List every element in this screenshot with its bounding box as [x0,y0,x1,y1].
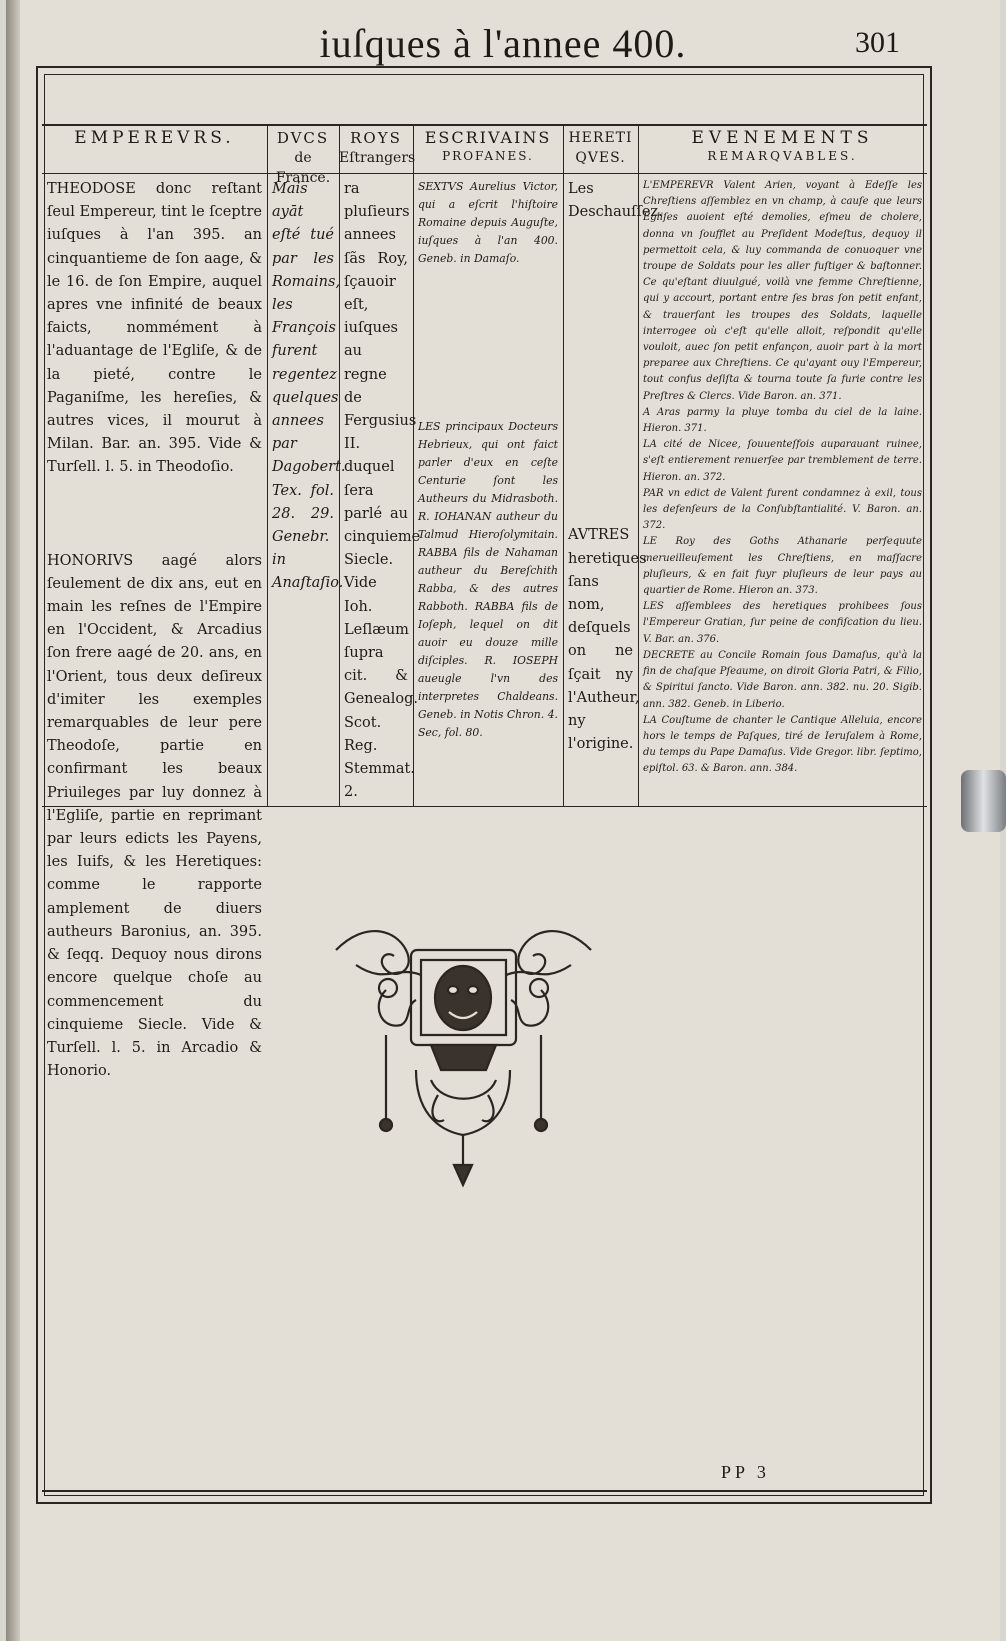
page-number: 301 [855,26,900,59]
column-body [563,174,663,760]
column-title: ESCRIVAINS [424,128,552,147]
paragraph: HONORIVS aagé alors ſeulement de dix ans, eut en main les reſnes de l'Empire en l'Occident, & Arcadius ſon frere aagé de 20. ans, en l'Orient, tous deux deſireux d'imiter les exemples remarquables de leur pere Theodoſe, partie en confirmant les beaux Priuileges par luy donnez à l'Egliſe, partie en reprimant par leurs edicts les Payens, les Iuifs, & les Heretiques: comme le rapporte amplement de diuers autheurs Baronius, an. 395. & ſeqq. Dequoy nous dirons encore quelque choſe au commencement du cinquieme Siecle. Vide & Turſell. l. 5. in Arcadio & Honorio. [47,552,262,1080]
printers-ornament [326,920,601,1190]
running-title: iuſques à l'annee 400. [319,21,687,66]
column-subtitle: REMARQVABLES. [707,149,858,163]
column-events [638,126,927,806]
column-subtitle: PROFANES. [442,149,534,163]
column-subtitle: de France. [275,150,331,186]
paragraph: L'EMPEREVR Valent Arien, voyant à Edeſſe les Chreſtiens aſſemblez en vn champ, à cauſe que leurs Egliſes auoient eſté demolies, eſmeu de cholere, donna vn ſoufflet au Preſident Modeſtus, dequoy il permettoit cela, & luy commanda de conuoquer vne troupe de Soldats pour les aller fuſtiger & baſtonner. Ce qu'eſtant diuulgué, voilà vne femme Chreſtienne, qui y accourt, portant entre ſes bras ſon petit enfant, & trauerſant les troupes des Soldats, laquelle interrogee où c'eſt qu'elle alloit, reſpondit qu'elle vouloit, auec ſon petit enfançon, auoir part à la mort preparee aux Chreſtiens. Ce qu'ayant ouy l'Empereur, tout confus deſiſta & tourna toute ſa furie contre les Preſtres & Clercs. Vide Baron. an. 371. [643,180,922,402]
column-header [267,126,339,186]
column-body [413,174,563,746]
paragraph: A Aras parmy la pluye tomba du ciel de la laine. Hieron. 371. [643,406,922,435]
column-dukes [267,126,346,806]
paragraph: Les Deschauſſez. [568,181,663,221]
column-subtitle: Eſtrangers [339,150,416,166]
table-bottom-rule [42,806,927,807]
paragraph: LES aſſemblees des heretiques prohibees ſous l'Empereur Gratian, ſur peine de confiſcation du lieu. V. Bar. an. 376. [643,601,922,645]
footer-rule [42,1490,927,1492]
paragraph: DECRETE au Concile Romain ſous Damaſus, qu'à la fin de chaſque Pſeaume, on diroit Gloria Patri, & Filio, & Spiritui ſancto. Vide Baron. ann. 382. nu. 20. Sigib. ann. 382. Geneb. in Liberio. [643,649,922,710]
signature-mark: PP 3 [721,1462,770,1482]
column-body [42,174,267,1087]
column-kings [339,126,421,806]
column-title: HERETIQVES. [568,130,633,166]
paragraph: THEODOSE donc reſtant ſeul Empereur, tint le ſceptre iuſques à l'an 395. an cinquantieme de ſon aage, & le 16. de ſon Empire, auquel apres vne infinité de beaux faicts, nommément à l'aduantage de l'Egliſe, & de la pieté, contre le Paganiſme, les hereſies, & autres vices, il mourut à Milan. Bar. an. 395. Vide & Turſell. l. 5. in Theodoſio. [47,181,262,476]
paragraph: PAR vn edict de Valent furent condamnez à exil, tous les defenſeurs de la Conſubſtantialité. V. Baron. an. 372. [643,487,922,532]
column-header [563,126,638,174]
column-emperors [42,126,268,1080]
paragraph: LA cité de Nicee, ſouuenteſfois auparauant ruinee, s'eſt entierement renuerſee par tremblement de terre. Hieron. an. 372. [643,439,922,483]
column-header [413,126,563,174]
column-body [267,174,346,600]
paragraph: LA Couſtume de chanter le Cantique Alleluia, encore hors le temps de Paſques, tiré de Ieruſalem à Rome, du temps du Pape Damaſus. Vide Gregor. libr. ſeptimo, epiſtol. 63. & Baron. ann. 384. [643,714,922,775]
column-profane-writers [413,126,564,806]
column-title: ROYS [350,129,402,147]
paragraph: AVTRES heretiques ſans nom, deſquels on ne ſçait ny l'Autheur, ny l'origine. [568,527,647,753]
paragraph: LE Roy des Goths Athanarie perſequute merueilleuſement les Chreſtiens, en maſſacre pluſieurs, & en fait fuyr pluſieurs de leur pays au quartier de Rome. Hieron an. 373. [643,536,922,597]
column-body [339,174,421,808]
book-spine-shadow [6,0,20,1641]
column-header [42,126,267,174]
column-heretics [563,126,663,806]
column-title: EVENEMENTS [691,128,874,148]
paragraph: LES principaux Docteurs Hebrieux, qui ont faict parler d'eux en ceſte Centurie ſont les Autheurs du Midrasboth. R. IOHANAN autheur du Talmud Hieroſolymitain. RABBA fils de Nahaman autheur du Bereſchith Rabba, & des autres Rabboth. RABBA fils de Ioſeph, lequel on dit auoir eu douze mille diſciples. R. IOSEPH aueugle l'vn des interpretes Chaldeans. Geneb. in Notis Chron. 4. Sec, fol. 80. [418,420,558,739]
page-clip [961,770,1006,832]
paragraph: SEXTVS Aurelius Victor, qui a eſcrit l'hiſtoire Romaine depuis Auguſte, iuſques à l'an 400. Geneb. in Damaſo. [418,180,558,265]
column-title: DVCS [276,129,330,147]
paragraph: ra pluſieurs annees ſãs Roy, ſçauoir eſt, iuſques au regne de Fergusius II. duquel ſera parlé au cinquieme Siecle. Vide Ioh. Leſlæum ſupra cit. & Genealog. Scot. Reg. Stemmat. 2. [344,181,421,801]
page [6,0,1000,1641]
chronology-table [42,126,927,1080]
column-header [638,126,927,174]
paragraph: Mais ayāt eſté tué par les Romains, les François furent regentez quelques annees par Dagobert. Tex. fol. 28. 29. Genebr. in Anaſtaſio. [272,181,346,592]
column-header [339,126,416,174]
column-title: EMPEREVRS. [74,128,235,148]
column-body [638,174,927,782]
